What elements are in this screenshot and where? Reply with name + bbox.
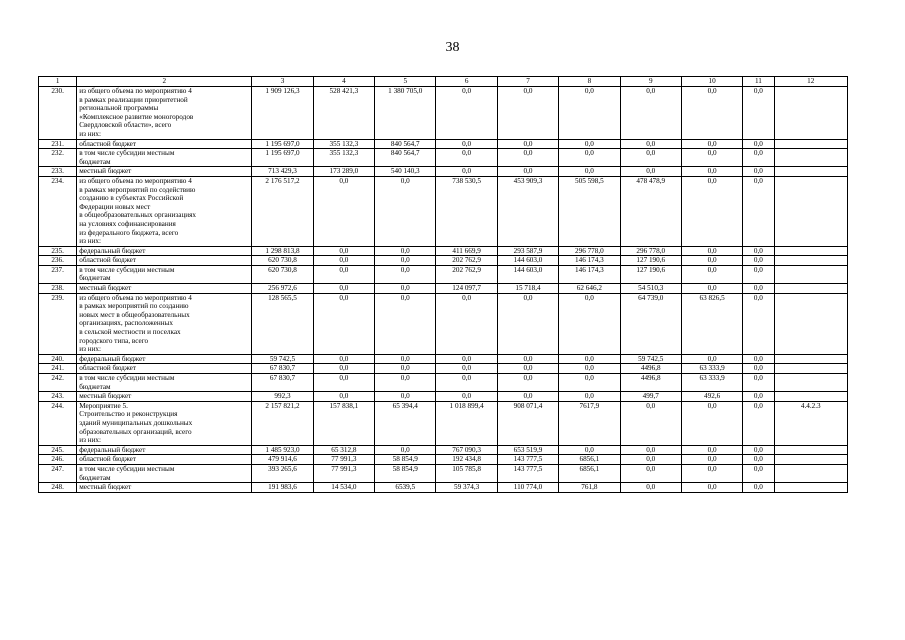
row-description: из общего объема по мероприятию 4 в рамках мероприятий по созданию новых мест в общеобразовательных организациях, расположенных в сельской местности и поселках городского типа, всего из них: (77, 293, 252, 354)
row-description: областной бюджет (77, 364, 252, 374)
cell-col-11: 0,0 (743, 483, 774, 493)
cell-col-12: 4.4.2.3 (774, 401, 848, 445)
cell-col-12 (774, 455, 848, 465)
cell-col-9: 0,0 (620, 139, 681, 149)
row-number: 247. (39, 464, 77, 482)
cell-col-8: 146 174,3 (559, 256, 620, 266)
table-row (39, 256, 848, 266)
cell-col-8: 146 174,3 (559, 265, 620, 283)
table-row (39, 167, 848, 177)
cell-col-6: 105 785,8 (436, 464, 497, 482)
cell-col-5: 0,0 (375, 256, 436, 266)
cell-col-10: 0,0 (681, 87, 742, 140)
cell-col-10: 0,0 (681, 256, 742, 266)
cell-col-4: 0,0 (313, 374, 374, 392)
cell-col-7: 0,0 (497, 374, 558, 392)
cell-col-5: 0,0 (375, 364, 436, 374)
row-description: в том числе субсидии местным бюджетам (77, 265, 252, 283)
cell-col-12 (774, 483, 848, 493)
cell-col-7: 0,0 (497, 392, 558, 402)
cell-col-12 (774, 464, 848, 482)
cell-col-12 (774, 374, 848, 392)
row-description: областной бюджет (77, 139, 252, 149)
table-header (39, 77, 848, 87)
cell-col-4: 0,0 (313, 246, 374, 256)
cell-col-3: 1 485 923,0 (252, 445, 313, 455)
table-row (39, 139, 848, 149)
cell-col-3: 620 730,8 (252, 265, 313, 283)
cell-col-5: 0,0 (375, 374, 436, 392)
row-number: 241. (39, 364, 77, 374)
cell-col-8: 0,0 (559, 392, 620, 402)
cell-col-6: 0,0 (436, 149, 497, 167)
cell-col-7: 143 777,5 (497, 455, 558, 465)
cell-col-3: 1 298 813,8 (252, 246, 313, 256)
column-header-6: 6 (436, 77, 497, 87)
cell-col-4: 528 421,3 (313, 87, 374, 140)
cell-col-6: 0,0 (436, 87, 497, 140)
cell-col-10: 0,0 (681, 176, 742, 246)
cell-col-3: 191 983,6 (252, 483, 313, 493)
row-description: местный бюджет (77, 483, 252, 493)
column-header-10: 10 (681, 77, 742, 87)
cell-col-6: 202 762,9 (436, 256, 497, 266)
cell-col-4: 355 132,3 (313, 149, 374, 167)
cell-col-11: 0,0 (743, 149, 774, 167)
cell-col-3: 67 830,7 (252, 364, 313, 374)
cell-col-8: 6856,1 (559, 464, 620, 482)
cell-col-5: 0,0 (375, 293, 436, 354)
cell-col-3: 67 830,7 (252, 374, 313, 392)
cell-col-6: 192 434,8 (436, 455, 497, 465)
cell-col-9: 499,7 (620, 392, 681, 402)
cell-col-4: 355 132,3 (313, 139, 374, 149)
row-number: 237. (39, 265, 77, 283)
row-number: 232. (39, 149, 77, 167)
cell-col-4: 0,0 (313, 256, 374, 266)
cell-col-3: 256 972,6 (252, 284, 313, 294)
cell-col-5: 65 394,4 (375, 401, 436, 445)
row-description: местный бюджет (77, 167, 252, 177)
row-description: местный бюджет (77, 392, 252, 402)
cell-col-6: 411 669,9 (436, 246, 497, 256)
table-row (39, 246, 848, 256)
cell-col-6: 767 090,3 (436, 445, 497, 455)
table-row (39, 284, 848, 294)
row-description: из общего объема по мероприятию 4 в рамках реализации приоритетной региональной программы «Комплексное развитие моногородов Свердловской области», всего из них: (77, 87, 252, 140)
cell-col-11: 0,0 (743, 445, 774, 455)
row-number: 235. (39, 246, 77, 256)
row-number: 248. (39, 483, 77, 493)
cell-col-8: 0,0 (559, 364, 620, 374)
cell-col-9: 0,0 (620, 445, 681, 455)
cell-col-9: 59 742,5 (620, 354, 681, 364)
budget-table (38, 76, 848, 493)
table-row (39, 354, 848, 364)
cell-col-6: 0,0 (436, 392, 497, 402)
cell-col-9: 478 478,9 (620, 176, 681, 246)
cell-col-10: 0,0 (681, 464, 742, 482)
table-row (39, 483, 848, 493)
cell-col-10: 0,0 (681, 284, 742, 294)
cell-col-12 (774, 176, 848, 246)
cell-col-6: 124 097,7 (436, 284, 497, 294)
cell-col-4: 157 838,1 (313, 401, 374, 445)
row-description: местный бюджет (77, 284, 252, 294)
cell-col-11: 0,0 (743, 284, 774, 294)
cell-col-4: 173 289,0 (313, 167, 374, 177)
cell-col-5: 0,0 (375, 176, 436, 246)
row-number: 244. (39, 401, 77, 445)
cell-col-11: 0,0 (743, 464, 774, 482)
table-row (39, 87, 848, 140)
cell-col-9: 54 510,3 (620, 284, 681, 294)
row-description: областной бюджет (77, 256, 252, 266)
cell-col-4: 77 991,3 (313, 464, 374, 482)
cell-col-11: 0,0 (743, 265, 774, 283)
cell-col-9: 0,0 (620, 401, 681, 445)
cell-col-11: 0,0 (743, 401, 774, 445)
row-description: Мероприятие 5. Строительство и реконструкция зданий муниципальных дошкольных образовательных организаций, всего из них: (77, 401, 252, 445)
row-description: федеральный бюджет (77, 246, 252, 256)
cell-col-7: 653 519,9 (497, 445, 558, 455)
cell-col-5: 1 380 705,0 (375, 87, 436, 140)
cell-col-11: 0,0 (743, 364, 774, 374)
cell-col-8: 0,0 (559, 139, 620, 149)
table-row (39, 464, 848, 482)
row-number: 243. (39, 392, 77, 402)
cell-col-5: 0,0 (375, 445, 436, 455)
cell-col-4: 77 991,3 (313, 455, 374, 465)
cell-col-12 (774, 265, 848, 283)
table-row (39, 293, 848, 354)
table-row (39, 149, 848, 167)
row-number: 230. (39, 87, 77, 140)
cell-col-6: 0,0 (436, 364, 497, 374)
cell-col-6: 1 018 899,4 (436, 401, 497, 445)
cell-col-7: 144 603,0 (497, 265, 558, 283)
cell-col-9: 0,0 (620, 87, 681, 140)
cell-col-7: 144 603,0 (497, 256, 558, 266)
row-number: 233. (39, 167, 77, 177)
table-body (39, 87, 848, 493)
cell-col-7: 110 774,0 (497, 483, 558, 493)
column-header-4: 4 (313, 77, 374, 87)
cell-col-8: 0,0 (559, 293, 620, 354)
cell-col-4: 65 312,8 (313, 445, 374, 455)
cell-col-10: 0,0 (681, 455, 742, 465)
cell-col-9: 127 190,6 (620, 265, 681, 283)
cell-col-8: 62 646,2 (559, 284, 620, 294)
cell-col-11: 0,0 (743, 392, 774, 402)
row-description: в том числе субсидии местным бюджетам (77, 464, 252, 482)
column-header-1: 1 (39, 77, 77, 87)
cell-col-8: 0,0 (559, 445, 620, 455)
cell-col-11: 0,0 (743, 87, 774, 140)
cell-col-4: 0,0 (313, 354, 374, 364)
cell-col-10: 492,6 (681, 392, 742, 402)
cell-col-4: 0,0 (313, 284, 374, 294)
cell-col-9: 0,0 (620, 464, 681, 482)
cell-col-10: 0,0 (681, 246, 742, 256)
cell-col-11: 0,0 (743, 354, 774, 364)
row-description: в том числе субсидии местным бюджетам (77, 374, 252, 392)
row-number: 234. (39, 176, 77, 246)
cell-col-6: 0,0 (436, 374, 497, 392)
cell-col-11: 0,0 (743, 139, 774, 149)
cell-col-8: 7617,9 (559, 401, 620, 445)
cell-col-3: 1 909 126,3 (252, 87, 313, 140)
cell-col-10: 0,0 (681, 149, 742, 167)
cell-col-10: 63 333,9 (681, 364, 742, 374)
row-description: федеральный бюджет (77, 354, 252, 364)
table-row (39, 401, 848, 445)
row-number: 231. (39, 139, 77, 149)
cell-col-11: 0,0 (743, 256, 774, 266)
cell-col-12 (774, 364, 848, 374)
cell-col-6: 0,0 (436, 293, 497, 354)
cell-col-9: 127 190,6 (620, 256, 681, 266)
column-header-2: 2 (77, 77, 252, 87)
column-header-5: 5 (375, 77, 436, 87)
cell-col-8: 0,0 (559, 354, 620, 364)
cell-col-10: 0,0 (681, 167, 742, 177)
cell-col-5: 840 564,7 (375, 149, 436, 167)
cell-col-10: 0,0 (681, 401, 742, 445)
row-number: 236. (39, 256, 77, 266)
cell-col-12 (774, 149, 848, 167)
row-number: 240. (39, 354, 77, 364)
cell-col-9: 0,0 (620, 455, 681, 465)
cell-col-8: 505 598,5 (559, 176, 620, 246)
column-header-3: 3 (252, 77, 313, 87)
table-row (39, 265, 848, 283)
row-number: 246. (39, 455, 77, 465)
cell-col-9: 0,0 (620, 483, 681, 493)
cell-col-4: 14 534,0 (313, 483, 374, 493)
cell-col-8: 0,0 (559, 149, 620, 167)
cell-col-12 (774, 354, 848, 364)
cell-col-10: 0,0 (681, 265, 742, 283)
table-row (39, 455, 848, 465)
cell-col-6: 738 530,5 (436, 176, 497, 246)
cell-col-9: 296 778,0 (620, 246, 681, 256)
cell-col-3: 393 265,6 (252, 464, 313, 482)
column-header-12: 12 (774, 77, 848, 87)
cell-col-7: 0,0 (497, 167, 558, 177)
cell-col-8: 0,0 (559, 374, 620, 392)
cell-col-3: 479 914,6 (252, 455, 313, 465)
table-row (39, 392, 848, 402)
table-row (39, 374, 848, 392)
cell-col-11: 0,0 (743, 455, 774, 465)
cell-col-7: 0,0 (497, 149, 558, 167)
cell-col-11: 0,0 (743, 374, 774, 392)
cell-col-12 (774, 87, 848, 140)
cell-col-12 (774, 256, 848, 266)
cell-col-3: 1 195 697,0 (252, 149, 313, 167)
cell-col-9: 4496,8 (620, 374, 681, 392)
row-number: 245. (39, 445, 77, 455)
cell-col-11: 0,0 (743, 293, 774, 354)
row-number: 242. (39, 374, 77, 392)
cell-col-7: 0,0 (497, 293, 558, 354)
cell-col-4: 0,0 (313, 265, 374, 283)
cell-col-10: 0,0 (681, 139, 742, 149)
cell-col-5: 0,0 (375, 246, 436, 256)
cell-col-5: 540 140,3 (375, 167, 436, 177)
cell-col-8: 0,0 (559, 167, 620, 177)
cell-col-3: 2 176 517,2 (252, 176, 313, 246)
cell-col-12 (774, 445, 848, 455)
row-description: областной бюджет (77, 455, 252, 465)
cell-col-8: 6856,1 (559, 455, 620, 465)
column-header-11: 11 (743, 77, 774, 87)
cell-col-9: 64 739,0 (620, 293, 681, 354)
cell-col-9: 4496,8 (620, 364, 681, 374)
cell-col-6: 0,0 (436, 139, 497, 149)
cell-col-6: 59 374,3 (436, 483, 497, 493)
cell-col-4: 0,0 (313, 176, 374, 246)
row-number: 239. (39, 293, 77, 354)
cell-col-11: 0,0 (743, 246, 774, 256)
cell-col-10: 0,0 (681, 445, 742, 455)
cell-col-12 (774, 139, 848, 149)
cell-col-9: 0,0 (620, 167, 681, 177)
cell-col-4: 0,0 (313, 392, 374, 402)
cell-col-11: 0,0 (743, 167, 774, 177)
cell-col-12 (774, 167, 848, 177)
cell-col-8: 761,8 (559, 483, 620, 493)
cell-col-7: 293 587,9 (497, 246, 558, 256)
cell-col-3: 1 195 697,0 (252, 139, 313, 149)
cell-col-12 (774, 392, 848, 402)
table-row (39, 176, 848, 246)
cell-col-5: 0,0 (375, 354, 436, 364)
cell-col-12 (774, 246, 848, 256)
row-description: в том числе субсидии местным бюджетам (77, 149, 252, 167)
cell-col-6: 0,0 (436, 354, 497, 364)
cell-col-6: 202 762,9 (436, 265, 497, 283)
cell-col-7: 15 718,4 (497, 284, 558, 294)
cell-col-5: 58 854,9 (375, 464, 436, 482)
page-number: 38 (445, 40, 460, 55)
cell-col-3: 2 157 821,2 (252, 401, 313, 445)
cell-col-4: 0,0 (313, 364, 374, 374)
row-description: федеральный бюджет (77, 445, 252, 455)
cell-col-3: 620 730,8 (252, 256, 313, 266)
cell-col-12 (774, 284, 848, 294)
cell-col-10: 0,0 (681, 354, 742, 364)
cell-col-7: 453 909,3 (497, 176, 558, 246)
cell-col-3: 128 565,5 (252, 293, 313, 354)
cell-col-3: 59 742,5 (252, 354, 313, 364)
cell-col-5: 0,0 (375, 284, 436, 294)
cell-col-3: 713 429,3 (252, 167, 313, 177)
cell-col-8: 0,0 (559, 87, 620, 140)
cell-col-4: 0,0 (313, 293, 374, 354)
cell-col-5: 58 854,9 (375, 455, 436, 465)
column-header-7: 7 (497, 77, 558, 87)
cell-col-7: 0,0 (497, 364, 558, 374)
table-row (39, 364, 848, 374)
column-header-9: 9 (620, 77, 681, 87)
table-row (39, 445, 848, 455)
cell-col-12 (774, 293, 848, 354)
cell-col-7: 0,0 (497, 87, 558, 140)
cell-col-11: 0,0 (743, 176, 774, 246)
header-row (39, 77, 848, 87)
column-header-8: 8 (559, 77, 620, 87)
cell-col-10: 63 826,5 (681, 293, 742, 354)
cell-col-7: 908 071,4 (497, 401, 558, 445)
cell-col-7: 143 777,5 (497, 464, 558, 482)
cell-col-9: 0,0 (620, 149, 681, 167)
cell-col-8: 296 778,0 (559, 246, 620, 256)
cell-col-10: 0,0 (681, 483, 742, 493)
cell-col-6: 0,0 (436, 167, 497, 177)
cell-col-7: 0,0 (497, 354, 558, 364)
cell-col-5: 6539,5 (375, 483, 436, 493)
cell-col-5: 0,0 (375, 392, 436, 402)
row-number: 238. (39, 284, 77, 294)
cell-col-7: 0,0 (497, 139, 558, 149)
row-description: из общего объема по мероприятию 4 в рамках мероприятий по содействию созданию в субъектах Российской Федерации новых мест в общеобразовательных организациях на условиях софинансирования из федерального бюджета, всего из них: (77, 176, 252, 246)
cell-col-5: 0,0 (375, 265, 436, 283)
cell-col-5: 840 564,7 (375, 139, 436, 149)
cell-col-10: 63 333,9 (681, 374, 742, 392)
cell-col-3: 992,3 (252, 392, 313, 402)
